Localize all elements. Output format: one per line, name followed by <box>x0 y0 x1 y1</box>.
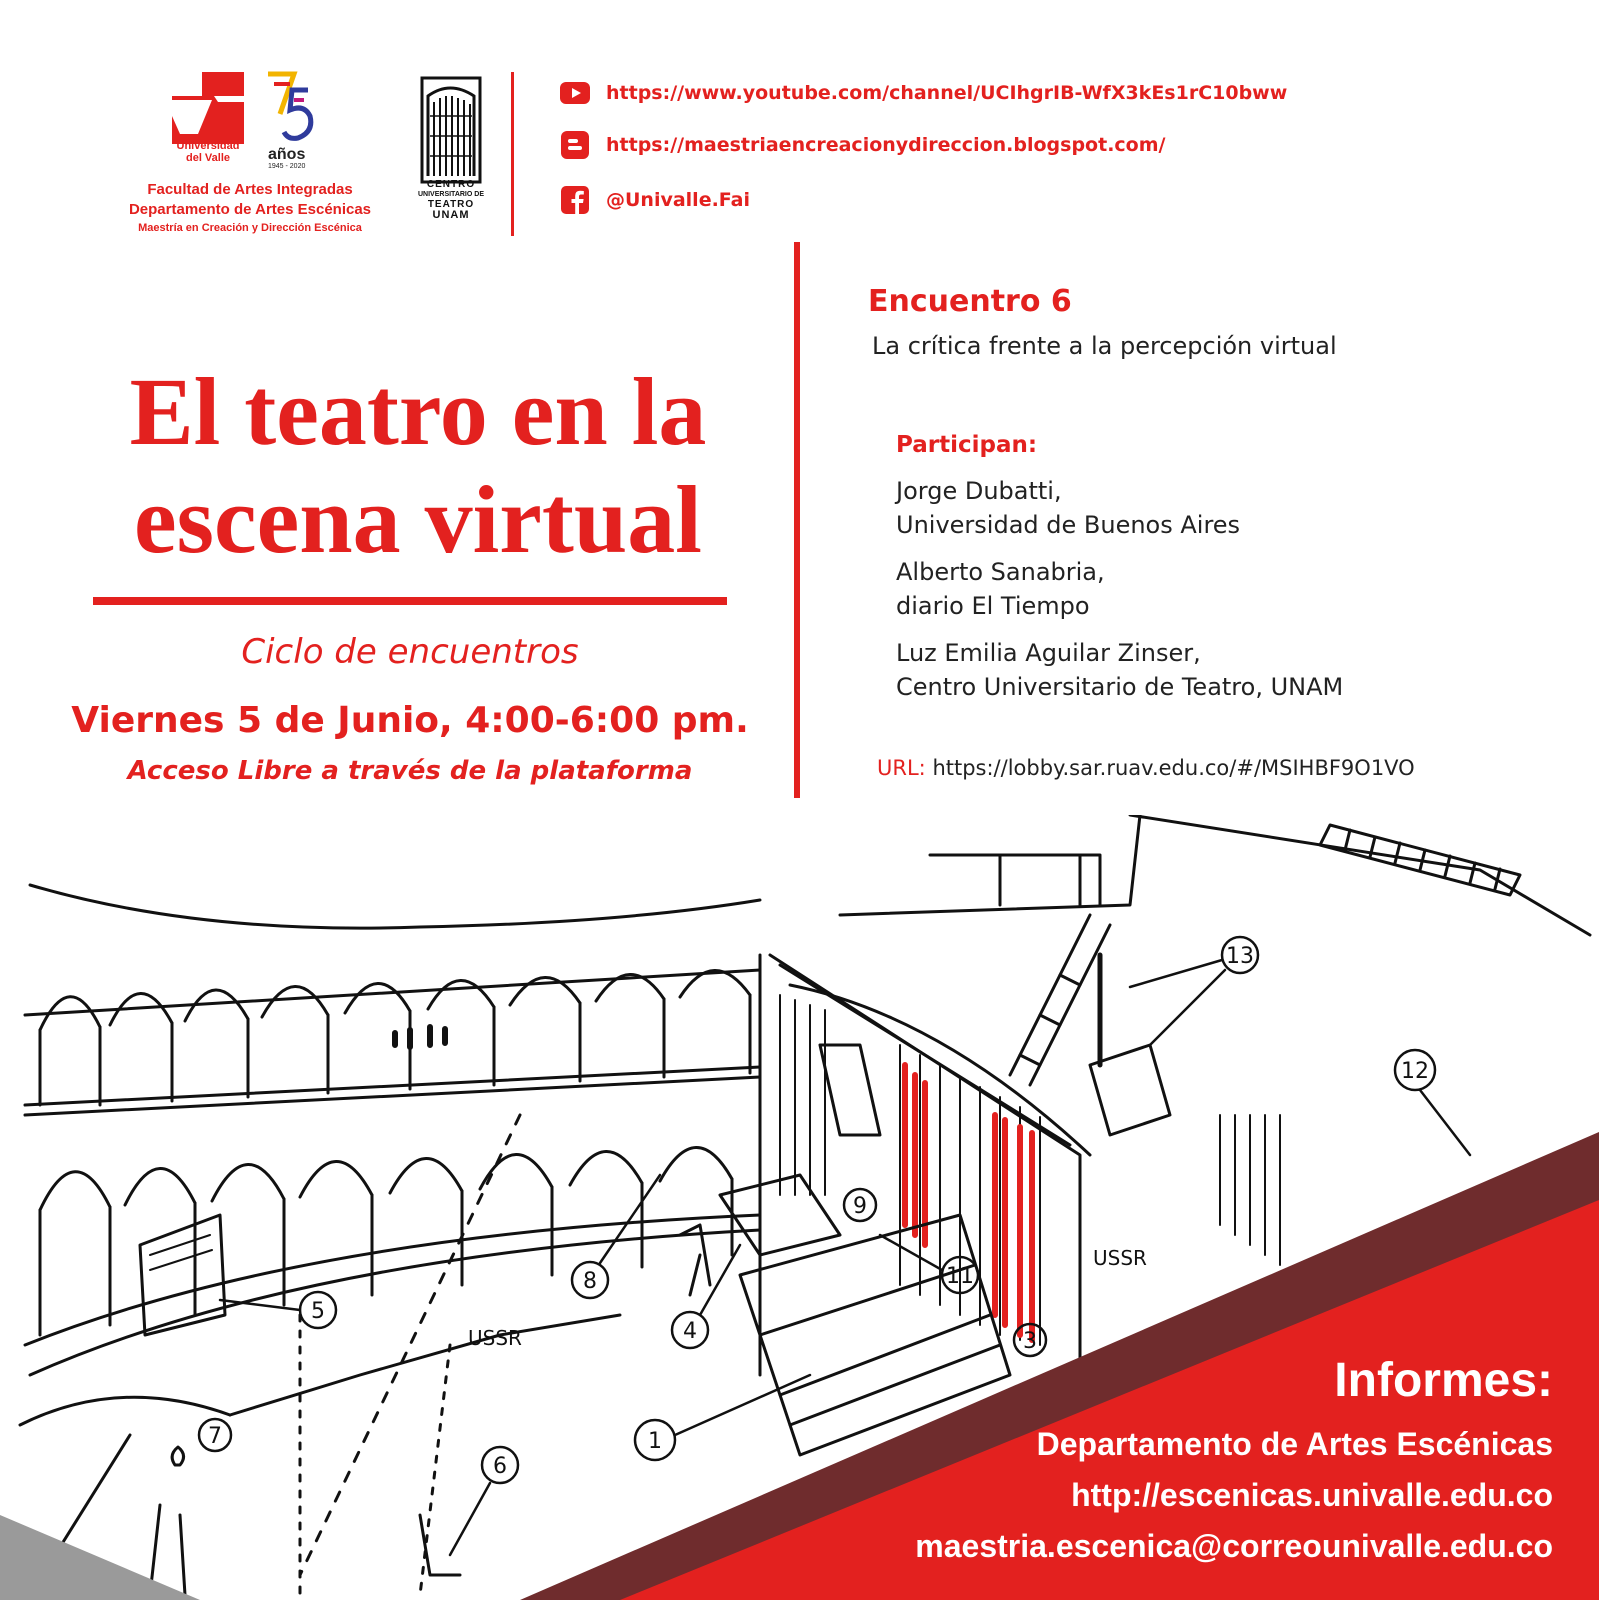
program-name: Maestría en Creación y Dirección Escénica <box>138 222 362 234</box>
participant-2 <box>896 555 1105 623</box>
univalle-logo <box>172 72 244 144</box>
participant-3 <box>896 636 1343 704</box>
facebook-handle[interactable]: @Univalle.Fai <box>606 189 751 211</box>
info-title: Informes: <box>1334 1354 1553 1407</box>
callout-13: 13 <box>1226 944 1254 969</box>
event-date: Viernes 5 de Junio, 4:00-6:00 pm. <box>71 700 749 741</box>
social-facebook[interactable] <box>558 183 750 217</box>
participant-affiliation: Centro Universitario de Teatro, UNAM <box>896 673 1344 701</box>
title-underline <box>93 597 727 605</box>
youtube-icon <box>558 76 592 110</box>
participant-affiliation: diario El Tiempo <box>896 592 1090 620</box>
content-divider <box>794 242 800 798</box>
department-name: Departamento de Artes Escénicas <box>128 201 372 218</box>
annotation-ussr: USSR <box>468 1326 522 1350</box>
encuentro-label: Encuentro 6 <box>868 284 1072 319</box>
youtube-link[interactable]: https://www.youtube.com/channel/UCIhgrIB-WfX3kEs1rC10bww <box>606 82 1288 104</box>
platform-url[interactable] <box>877 756 1415 780</box>
faculty-block <box>100 180 400 236</box>
anniversary-years: 1945 - 2020 <box>268 163 306 170</box>
callout-11: 11 <box>946 1264 974 1289</box>
callout-3: 3 <box>1023 1329 1037 1354</box>
url-value[interactable]: https://lobby.sar.ruav.edu.co/#/MSIHBF9O1VO <box>932 756 1415 780</box>
callout-1: 1 <box>648 1429 662 1454</box>
social-youtube[interactable] <box>558 76 1287 110</box>
callout-4: 4 <box>683 1319 697 1344</box>
callout-6: 6 <box>493 1454 507 1479</box>
cut-unam-text: CENTRO UNIVERSITARIO DE TEATRO UNAM <box>418 179 484 221</box>
facebook-icon <box>558 183 592 217</box>
callout-8: 8 <box>583 1269 597 1294</box>
participants-label: Participan: <box>896 432 1038 458</box>
callout-12: 12 <box>1401 1059 1429 1084</box>
series-name: Ciclo de encuentros <box>241 632 579 672</box>
callout-5: 5 <box>311 1299 325 1324</box>
annotation-ussr: USSR <box>1093 1246 1147 1270</box>
participant-name: Luz Emilia Aguilar Zinser, <box>896 639 1201 667</box>
participant-affiliation: Universidad de Buenos Aires <box>896 511 1241 539</box>
univalle-name: Universidad del Valle <box>176 140 240 164</box>
social-blogger[interactable] <box>558 128 1165 162</box>
cut-unam-logo <box>420 76 482 184</box>
participant-name: Jorge Dubatti, <box>896 477 1062 505</box>
callout-9: 9 <box>853 1194 867 1219</box>
info-website[interactable]: http://escenicas.univalle.edu.co <box>1071 1477 1553 1513</box>
access-note: Acceso Libre a través de la plataforma <box>127 756 693 786</box>
callout-7: 7 <box>208 1424 222 1449</box>
info-email[interactable]: maestria.escenica@correounivalle.edu.co <box>915 1528 1553 1564</box>
faculty-name: Facultad de Artes Integradas <box>147 181 353 198</box>
header-divider <box>511 72 514 236</box>
anniversary-word: años <box>268 146 306 163</box>
encuentro-subtitle: La crítica frente a la percepción virtual <box>872 332 1337 360</box>
blog-link[interactable]: https://maestriaencreacionydireccion.blogspot.com/ <box>606 134 1166 156</box>
participant-1 <box>896 474 1240 542</box>
blogger-icon <box>558 128 592 162</box>
participant-name: Alberto Sanabria, <box>896 558 1105 586</box>
url-label: URL: <box>877 756 926 780</box>
event-title: El teatro en la escena virtual <box>129 358 707 573</box>
info-department: Departamento de Artes Escénicas <box>1036 1426 1553 1462</box>
